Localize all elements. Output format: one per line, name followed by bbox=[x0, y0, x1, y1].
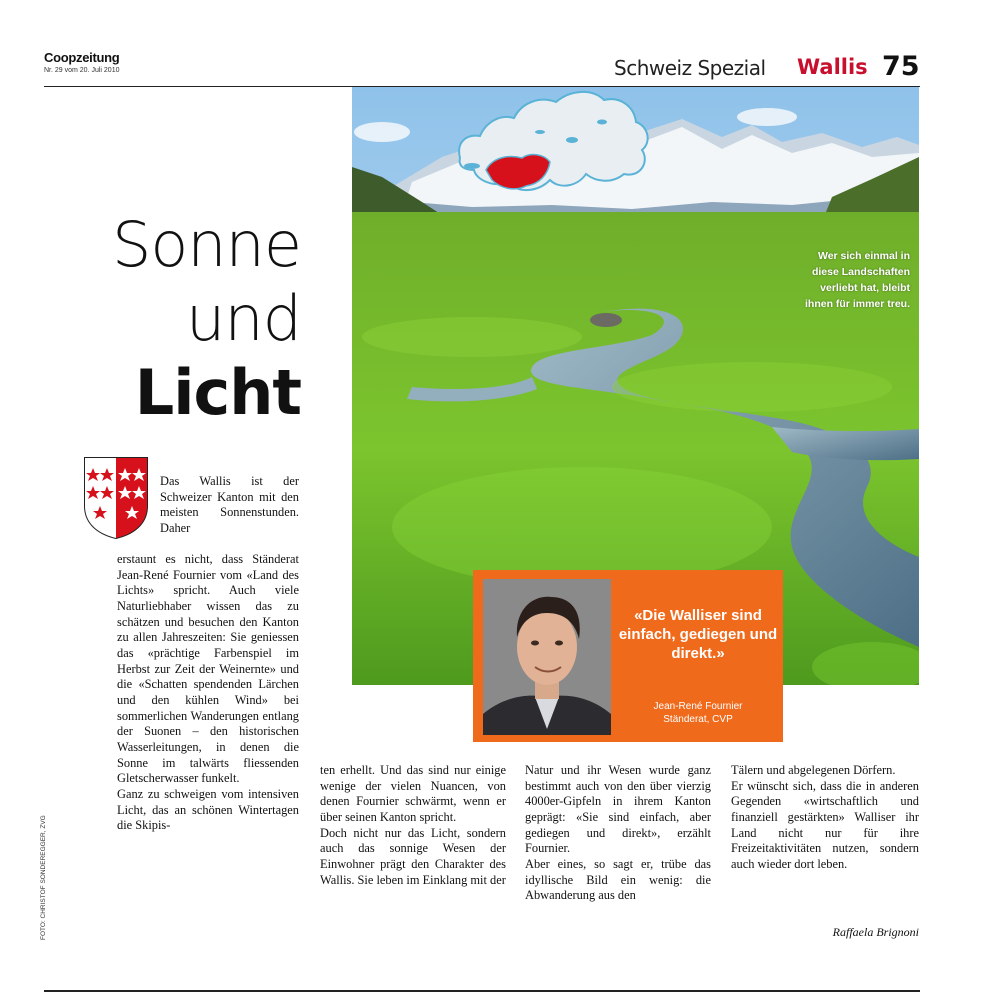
photo-caption: Wer sich einmal in diese Landschaften verliebt hat, bleibt ihnen für immer treu. bbox=[804, 250, 910, 310]
footer-rule bbox=[44, 990, 920, 992]
article-intro: Das Wallis ist der Schweizer Kanton mit den meisten Sonnenstunden. Daher bbox=[160, 474, 299, 535]
article-column-4 bbox=[731, 763, 919, 873]
article-col4-paragraph-1: Tälern und abgelegenen Dörfern. bbox=[731, 763, 896, 777]
pull-quote: «Die Walliser sind einfach, gediegen und direkt.» bbox=[618, 607, 778, 662]
article-col3-paragraph-1: Natur und ihr Wesen wurde ganz bestimmt auch von den über vierzig 4000er-Gipfeln in ihrem Kanton geprägt: «Sie sind einfach, aber gediegen und direkt», erzählt Fournier. bbox=[525, 763, 711, 856]
page-number: 75 bbox=[882, 51, 920, 82]
portrait-photo bbox=[483, 579, 611, 735]
section-title: Schweiz Spezial bbox=[614, 56, 766, 80]
article-col3-paragraph-2: Aber eines, so sagt er, trübe das idyllische Bild ein wenig: die Abwanderung aus den bbox=[525, 856, 711, 903]
wallis-coat-of-arms-icon bbox=[83, 456, 149, 540]
quote-author bbox=[618, 700, 778, 726]
quote-author-name: Jean-René Fournier bbox=[653, 701, 743, 712]
article-col1-paragraph-2: Ganz zu schweigen vom intensiven Licht, das an schönen Wintertagen die Skipis- bbox=[117, 786, 299, 833]
article-col2-paragraph-2: Doch nicht nur das Licht, sondern auch das sonnige Wesen der Einwohner prägt den Charakter des Wallis. Sie leben im Einklang mit der bbox=[320, 825, 506, 887]
issue-info: Nr. 29 vom 20. Juli 2010 bbox=[44, 67, 120, 74]
article-column-2 bbox=[320, 763, 506, 888]
article-column-3 bbox=[525, 763, 711, 904]
region-title: Wallis bbox=[797, 55, 868, 79]
photo-credit bbox=[40, 780, 54, 940]
headline-line-3: Licht bbox=[134, 356, 301, 429]
author-signature: Raffaela Brignoni bbox=[832, 925, 919, 939]
article-col4-paragraph-2: Er wünscht sich, dass die in anderen Gegenden «wirtschaftlich und finanziell gestärkten» Walliser ihr Land nicht nur für ihre Freizeitaktivitäten nutzen, sondern auch wieder dort leben. bbox=[731, 778, 919, 871]
article-column-1 bbox=[117, 552, 299, 834]
masthead: Coopzeitung bbox=[44, 50, 120, 65]
headline-line-2: und bbox=[186, 282, 301, 355]
article-col2-paragraph-1: ten erhellt. Und das sind nur einige wenige der vielen Nuancen, von denen Fournier schwärmt, wenn er über seinen Kanton spricht. bbox=[320, 763, 506, 824]
quote-author-role: Ständerat, CVP bbox=[663, 714, 733, 725]
article-col1-paragraph-1: erstaunt es nicht, dass Ständerat Jean-René Fournier vom «Land des Lichts» spricht. Auch viele Naturliebhaber wissen das zu schätzen und besuchen den Kanton zu allen Jahreszeiten: Sie geniessen das «prächtige Farbenspiel im Herbst zur Zeit der Weinernte» und die «Schatten spendenden Lärchen und den kühlen Wind» bei sommerlichen Wanderungen entlang der Suonen – den historischen Wasserleitungen, in denen die Sonne im talwärts fliessenden Gletscherwasser funkelt. bbox=[117, 552, 299, 786]
photo-credit-text: FOTO: CHRISTOF SONDEREGGER, ZVG bbox=[40, 815, 47, 940]
headline-line-1: Sonne bbox=[111, 208, 301, 281]
